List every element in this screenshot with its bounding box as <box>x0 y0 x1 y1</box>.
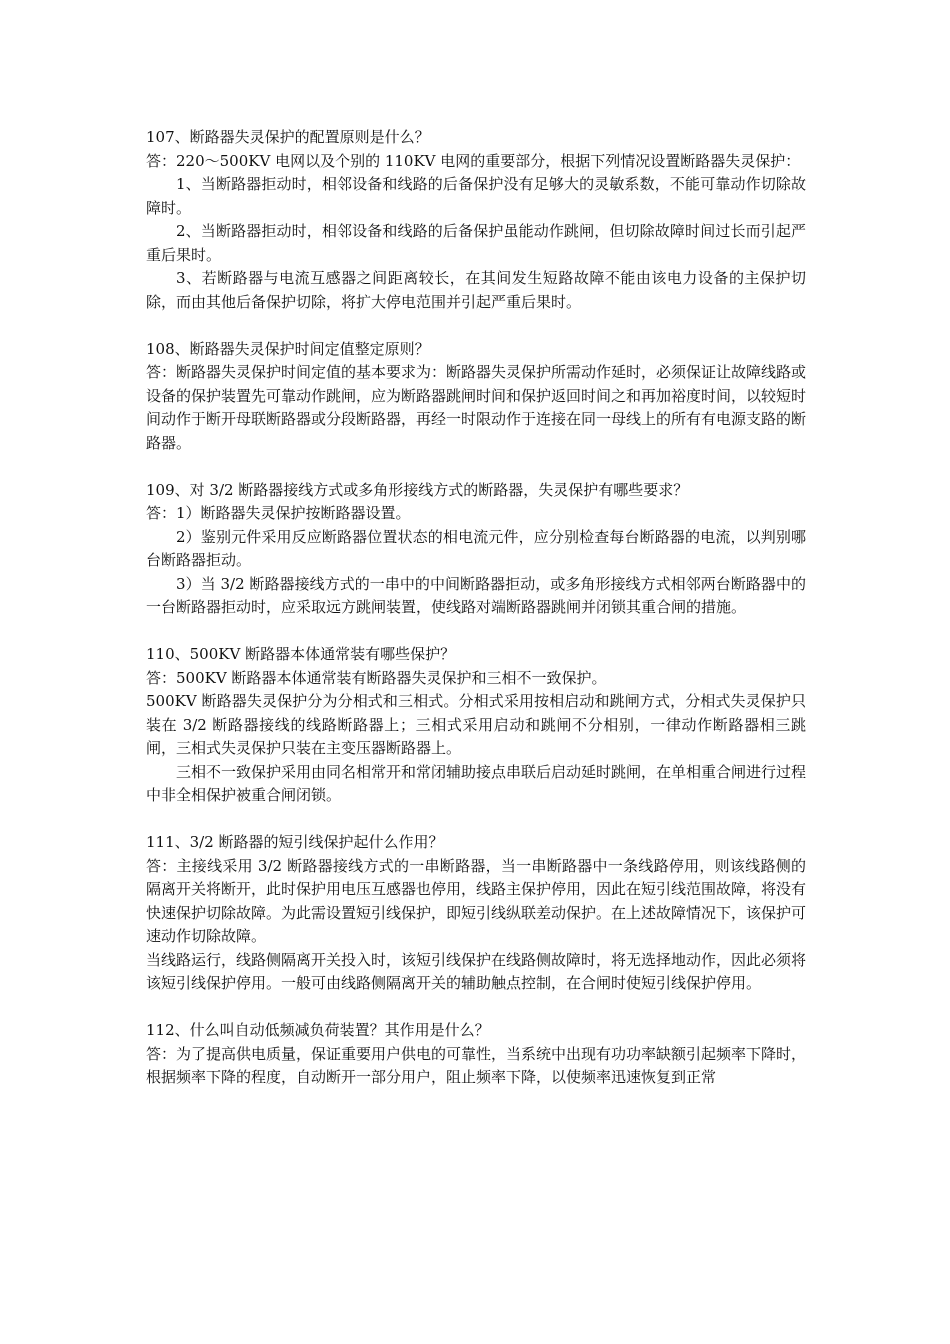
question-heading: 107、断路器失灵保护的配置原则是什么？ <box>146 128 430 146</box>
question-heading: 112、什么叫自动低频减负荷装置？其作用是什么？ <box>146 1021 490 1039</box>
answer-paragraph: 当线路运行，线路侧隔离开关投入时，该短引线保护在线路侧故障时，将无选择地动作，因此必须将该短引线保护停用。一般可由线路侧隔离开关的辅助触点控制，在合闸时使短引线保护停用。 <box>146 950 807 992</box>
question-heading: 110、500KV 断路器本体通常装有哪些保护？ <box>146 645 456 663</box>
question-heading: 108、断路器失灵保护时间定值整定原则？ <box>146 339 430 358</box>
answer-paragraph: 2）鉴别元件采用反应断路器位置状态的相电流元件，应分别检查每台断路器的电流，以判别哪台断路器拒动。 <box>146 527 806 569</box>
answer-paragraph: 答：1）断路器失灵保护按断路器设置。 <box>146 504 411 522</box>
answer-paragraph: 答：500KV 断路器本体通常装有断路器失灵保护和三相不一致保护。 <box>146 668 607 687</box>
answer-paragraph: 答：主接线采用 3/2 断路器接线方式的一串断路器，当一串断路器中一条线路停用，则该线路侧的隔离开关将断开，此时保护用电压互感器也停用，线路主保护停用，因此在短引线范围故障，将没有快速保护切除故障。为此需设置短引线保护，即短引线纵联差动保护。在上述故障情况下，该保护可速动作切除故障。 <box>146 856 807 945</box>
answer-paragraph: 答：断路器失灵保护时间定值的基本要求为：断路器失灵保护所需动作延时，必须保证让故障线路或设备的保护装置先可靠动作跳闸，应为断路器跳闸时间和保护返回时间之和再加裕度时间，以较短时间动作于断开母联断路器或分段断路器，再经一时限动作于连接在同一母线上的所有有电源支路的断路器。 <box>146 363 807 452</box>
answer-paragraph: 3、若断路器与电流互感器之间距离较长，在其间发生短路故障不能由该电力设备的主保护切除，而由其他后备保护切除，将扩大停电范围并引起严重后果时。 <box>146 269 806 311</box>
question-heading: 109、对 3/2 断路器接线方式或多角形接线方式的断路器，失灵保护有哪些要求？ <box>146 480 689 499</box>
answer-paragraph: 1、当断路器拒动时，相邻设备和线路的后备保护没有足够大的灵敏系数，不能可靠动作切除故障时。 <box>146 175 806 217</box>
qa-section <box>146 643 806 808</box>
qa-section <box>146 126 806 314</box>
answer-paragraph: 3）当 3/2 断路器接线方式的一串中的中间断路器拒动，或多角形接线方式相邻两台断路器中的一台断路器拒动时，应采取远方跳闸装置，使线路对端断路器跳闸并闭锁其重合闸的措施。 <box>146 574 806 616</box>
answer-paragraph: 三相不一致保护采用由同名相常开和常闭辅助接点串联后启动延时跳闸，在单相重合闸进行过程中非全相保护被重合闸闭锁。 <box>146 762 807 804</box>
qa-section <box>146 1019 806 1090</box>
qa-section <box>146 831 806 996</box>
answer-paragraph: 答：为了提高供电质量，保证重要用户供电的可靠性，当系统中出现有功功率缺额引起频率下降时，根据频率下降的程度，自动断开一部分用户，阻止频率下降，以使频率迅速恢复到正常 <box>146 1044 807 1086</box>
answer-paragraph: 答：220～500KV 电网以及个别的 110KV 电网的重要部分，根据下列情况设置断路器失灵保护： <box>146 151 801 170</box>
answer-paragraph: 500KV 断路器失灵保护分为分相式和三相式。分相式采用按相启动和跳闸方式，分相式失灵保护只装在 3/2 断路器接线的线路断路器上；三相式采用启动和跳闸不分相别，一律动作断路器相三跳闸，三相式失灵保护只装在主变压器断路器上。 <box>146 692 806 757</box>
question-heading: 111、3/2 断路器的短引线保护起什么作用？ <box>146 833 444 851</box>
qa-section <box>146 479 806 620</box>
document-page <box>146 126 806 1113</box>
answer-paragraph: 2、当断路器拒动时，相邻设备和线路的后备保护虽能动作跳闸，但切除故障时间过长而引起严重后果时。 <box>146 222 806 264</box>
qa-section <box>146 338 806 456</box>
